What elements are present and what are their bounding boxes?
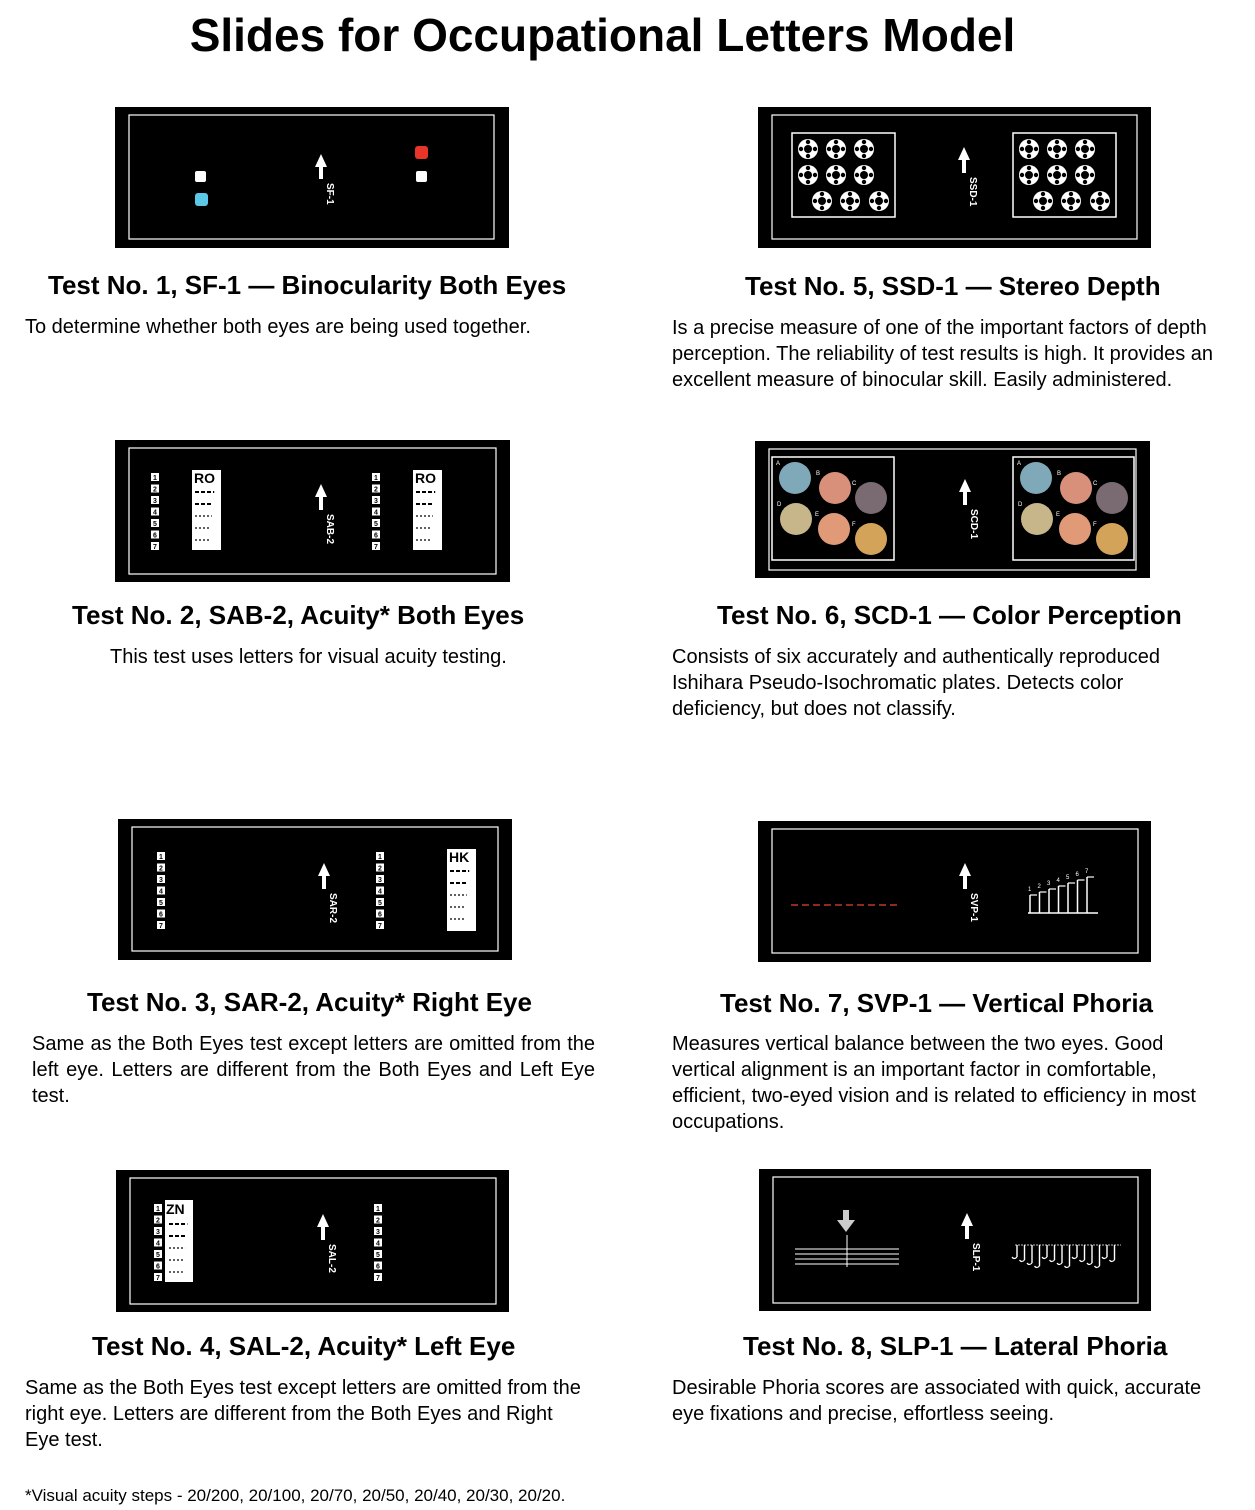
arrow-up-icon	[959, 863, 971, 889]
stereo-ring-dot	[884, 199, 888, 203]
stereo-ring-dot	[1034, 173, 1038, 177]
stereo-ring-dot	[877, 192, 881, 196]
stereo-ring-dot	[1048, 199, 1052, 203]
line-number: 7	[378, 923, 382, 930]
test-2-description: This test uses letters for visual acuity testing.	[110, 646, 507, 668]
stereo-ring-dot	[848, 206, 852, 210]
stereo-ring-dot	[1098, 192, 1102, 196]
phoria-mark-hook	[1080, 1260, 1085, 1262]
color-plate	[855, 482, 887, 514]
stereo-ring-dot	[869, 173, 873, 177]
stereo-ring-dot	[848, 192, 852, 196]
line-number: 3	[378, 877, 382, 884]
line-number: 2	[156, 1217, 160, 1225]
slide-slp1-image	[759, 1169, 1151, 1311]
stereo-ring-center	[860, 145, 868, 153]
white-dot	[416, 171, 427, 182]
line-number: 7	[156, 1275, 160, 1282]
chart-letters: HK	[449, 849, 470, 865]
stereo-ring-dot	[1083, 140, 1087, 144]
stereo-ring-dot	[1083, 154, 1087, 158]
slide-label: SAR-2	[327, 893, 338, 924]
line-number: 1	[374, 475, 378, 482]
stereo-ring-dot	[813, 173, 817, 177]
line-number: 4	[374, 509, 378, 517]
stereo-ring-dot	[806, 140, 810, 144]
stereo-ring-dot	[1076, 147, 1080, 151]
stereo-ring-dot	[827, 199, 831, 203]
line-number: 5	[159, 900, 163, 907]
stereo-ring-center	[1039, 197, 1047, 205]
slide-sf1-image	[115, 107, 509, 248]
stereo-ring-dot	[1034, 199, 1038, 203]
test-4-heading: Test No. 4, SAL-2, Acuity* Left Eye	[92, 1331, 516, 1361]
line-number: 6	[156, 1263, 160, 1271]
line-number: 5	[376, 1252, 380, 1259]
arrow-up-icon	[318, 863, 330, 889]
stereo-ring-dot	[841, 173, 845, 177]
stereo-ring-dot	[855, 147, 859, 151]
chart-letters: RO	[415, 470, 436, 486]
stereo-ring-center	[1025, 171, 1033, 179]
plate-letter: F	[1093, 522, 1097, 528]
slide-sar2-image	[118, 819, 512, 960]
test-8-heading: Test No. 8, SLP-1 — Lateral Phoria	[743, 1331, 1168, 1361]
stereo-ring-center	[1053, 171, 1061, 179]
stereo-ring-dot	[1069, 206, 1073, 210]
stereo-ring-dot	[827, 173, 831, 177]
line-number: 4	[378, 888, 382, 896]
line-number: 2	[378, 865, 382, 873]
slide-label: SLP-1	[970, 1243, 981, 1272]
stereo-ring-dot	[1055, 180, 1059, 184]
stereo-ring-center	[1067, 197, 1075, 205]
chart-letters: RO	[194, 470, 215, 486]
phoria-mark-hook	[1020, 1260, 1025, 1262]
chart-letters: ZN	[166, 1201, 185, 1217]
color-plate	[780, 503, 812, 535]
line-number: 2	[374, 486, 378, 494]
stereo-ring-dot	[1062, 199, 1066, 203]
line-number: 3	[156, 1229, 160, 1236]
plate-letter: A	[776, 461, 781, 467]
slide-label: SAB-2	[324, 514, 335, 545]
plate-letter: C	[852, 481, 857, 487]
test-7-heading: Test No. 7, SVP-1 — Vertical Phoria	[720, 988, 1153, 1018]
color-plate	[1096, 482, 1128, 514]
arrow-down-icon	[837, 1210, 855, 1232]
line-number: 2	[159, 865, 163, 873]
stereo-ring-center	[1053, 145, 1061, 153]
color-plate	[1020, 462, 1052, 494]
slide-scd1-image	[755, 441, 1150, 578]
phoria-step-number: 1	[1028, 887, 1032, 893]
phoria-mark-hook	[1027, 1263, 1032, 1265]
stereo-ring-dot	[862, 140, 866, 144]
line-number: 1	[159, 854, 163, 861]
phoria-step-number: 6	[1075, 872, 1079, 878]
color-plate	[818, 513, 850, 545]
test-3-heading: Test No. 3, SAR-2, Acuity* Right Eye	[87, 987, 532, 1017]
stereo-ring-center	[1025, 145, 1033, 153]
plate-letter: D	[777, 502, 782, 508]
plate-letter: B	[1057, 471, 1062, 477]
stereo-ring-center	[804, 145, 812, 153]
stereo-ring-dot	[1041, 206, 1045, 210]
stereo-ring-center	[846, 197, 854, 205]
stereo-ring-dot	[870, 199, 874, 203]
line-number: 4	[156, 1240, 160, 1248]
line-number: 7	[374, 544, 378, 551]
stereo-ring-dot	[1062, 147, 1066, 151]
line-number: 7	[376, 1275, 380, 1282]
line-number: 4	[376, 1240, 380, 1248]
phoria-mark-hook	[1087, 1263, 1092, 1265]
phoria-step-number: 3	[1047, 881, 1051, 887]
phoria-mark-hook	[1012, 1257, 1017, 1259]
footnote: *Visual acuity steps - 20/200, 20/100, 20/70, 20/50, 20/40, 20/30, 20/20.	[25, 1486, 566, 1505]
stereo-ring-center	[875, 197, 883, 205]
page-title: Slides for Occupational Letters Model	[189, 9, 1016, 61]
stereo-ring-center	[832, 171, 840, 179]
phoria-step-number: 2	[1037, 884, 1041, 890]
stereo-ring-dot	[813, 199, 817, 203]
white-dot	[195, 171, 206, 182]
stereo-ring-dot	[834, 180, 838, 184]
line-number: 7	[159, 923, 163, 930]
arrow-up-icon	[315, 154, 327, 179]
stereo-ring-dot	[806, 154, 810, 158]
stereo-ring-dot	[1062, 173, 1066, 177]
slide-sal2-image	[116, 1170, 509, 1312]
line-number: 1	[378, 854, 382, 861]
stereo-ring-dot	[1091, 199, 1095, 203]
red-dot	[415, 146, 428, 159]
stereo-ring-dot	[806, 180, 810, 184]
stereo-ring-dot	[1055, 140, 1059, 144]
stereo-ring-dot	[855, 173, 859, 177]
arrow-up-icon	[315, 484, 327, 510]
slide-svp1-image	[758, 821, 1151, 962]
stereo-ring-dot	[1041, 192, 1045, 196]
stereo-ring-dot	[1048, 173, 1052, 177]
test-1-heading: Test No. 1, SF-1 — Binocularity Both Eyes	[48, 270, 567, 300]
stereo-ring-dot	[820, 206, 824, 210]
stereo-ring-center	[1081, 171, 1089, 179]
stereo-ring-dot	[834, 140, 838, 144]
color-plate	[779, 462, 811, 494]
stereo-ring-dot	[855, 199, 859, 203]
color-plate	[855, 523, 887, 555]
stereo-ring-center	[1081, 145, 1089, 153]
line-number: 4	[159, 888, 163, 896]
test-6-heading: Test No. 6, SCD-1 — Color Perception	[717, 600, 1182, 630]
phoria-step-number: 5	[1066, 875, 1070, 881]
line-number: 6	[159, 911, 163, 919]
plate-letter: F	[852, 522, 856, 528]
stereo-ring-dot	[1027, 140, 1031, 144]
stereo-ring-dot	[1083, 166, 1087, 170]
line-number: 7	[153, 544, 157, 551]
plate-letter: C	[1093, 481, 1098, 487]
line-number: 3	[153, 498, 157, 505]
arrow-up-icon	[961, 1213, 973, 1239]
stereo-ring-dot	[813, 147, 817, 151]
line-number: 1	[376, 1206, 380, 1213]
stereo-ring-dot	[1076, 199, 1080, 203]
line-number: 2	[153, 486, 157, 494]
test-1-description: To determine whether both eyes are being used together.	[25, 316, 531, 338]
line-number: 6	[374, 532, 378, 540]
stereo-ring-dot	[1027, 180, 1031, 184]
stereo-ring-center	[818, 197, 826, 205]
plate-letter: B	[816, 471, 821, 477]
phoria-step-number: 4	[1056, 878, 1060, 884]
stereo-ring-dot	[1048, 147, 1052, 151]
line-number: 6	[378, 911, 382, 919]
stereo-ring-dot	[834, 166, 838, 170]
plate-letter: E	[1056, 512, 1061, 518]
phoria-mark-hook	[1065, 1266, 1070, 1268]
color-plate	[1059, 513, 1091, 545]
stereo-ring-dot	[869, 147, 873, 151]
test-2-heading: Test No. 2, SAB-2, Acuity* Both Eyes	[72, 600, 525, 630]
stereo-ring-dot	[862, 180, 866, 184]
line-number: 1	[156, 1206, 160, 1213]
slide-label: SF-1	[324, 183, 335, 205]
stereo-ring-dot	[806, 166, 810, 170]
stereo-ring-dot	[1027, 166, 1031, 170]
test-8-description: Desirable Phoria scores are associated with quick, accurate eye fixations and precise, effortless seeing.	[672, 1377, 1202, 1425]
test-5-description: Is a precise measure of one of the important factors of depth perception. The reliability of test results is high. It provides an excellent measure of binocular skill. Easily administered.	[672, 317, 1214, 391]
phoria-step-number: 7	[1085, 869, 1089, 875]
stereo-ring-dot	[799, 173, 803, 177]
phoria-mark-hook	[1110, 1260, 1115, 1262]
stereo-ring-dot	[1020, 147, 1024, 151]
stereo-ring-center	[860, 171, 868, 179]
stereo-ring-center	[832, 145, 840, 153]
stereo-ring-dot	[862, 154, 866, 158]
stereo-ring-dot	[877, 206, 881, 210]
arrow-up-icon	[317, 1214, 329, 1240]
phoria-mark-hook	[1050, 1260, 1055, 1262]
line-number: 6	[376, 1263, 380, 1271]
line-number: 5	[374, 521, 378, 528]
stereo-ring-dot	[841, 199, 845, 203]
line-number: 3	[376, 1229, 380, 1236]
color-plate	[819, 472, 851, 504]
arrow-up-icon	[958, 147, 970, 173]
line-number: 1	[153, 475, 157, 482]
stereo-ring-dot	[1027, 154, 1031, 158]
slide-label: SSD-1	[967, 177, 978, 207]
phoria-mark-hook	[1072, 1257, 1077, 1259]
phoria-mark-hook	[1095, 1266, 1100, 1268]
stereo-ring-dot	[1090, 147, 1094, 151]
plate-letter: D	[1018, 502, 1023, 508]
stereo-ring-dot	[1055, 154, 1059, 158]
stereo-ring-dot	[862, 166, 866, 170]
line-number: 3	[374, 498, 378, 505]
color-plate	[1096, 523, 1128, 555]
blue-dot	[195, 193, 208, 206]
stereo-ring-center	[804, 171, 812, 179]
stereo-ring-center	[1096, 197, 1104, 205]
stereo-ring-dot	[1069, 192, 1073, 196]
stereo-ring-dot	[820, 192, 824, 196]
test-5-heading: Test No. 5, SSD-1 — Stereo Depth	[745, 271, 1161, 301]
plate-letter: E	[815, 512, 820, 518]
slide-sab2-image	[115, 440, 510, 582]
slide-label: SVP-1	[968, 893, 979, 922]
stereo-ring-dot	[827, 147, 831, 151]
phoria-mark-hook	[1057, 1263, 1062, 1265]
stereo-ring-dot	[799, 147, 803, 151]
stereo-ring-dot	[1090, 173, 1094, 177]
stereo-ring-dot	[1098, 206, 1102, 210]
slide-label: SCD-1	[968, 509, 979, 540]
phoria-mark-hook	[1035, 1266, 1040, 1268]
stereo-ring-dot	[1055, 166, 1059, 170]
line-number: 6	[153, 532, 157, 540]
phoria-mark-hook	[1042, 1257, 1047, 1259]
stereo-ring-dot	[1076, 173, 1080, 177]
line-number: 2	[376, 1217, 380, 1225]
line-number: 4	[153, 509, 157, 517]
slide-ssd1-image	[758, 107, 1151, 248]
stereo-ring-dot	[841, 147, 845, 151]
slide-label: SAL-2	[326, 1244, 337, 1273]
line-number: 5	[153, 521, 157, 528]
test-7-description: Measures vertical balance between the two eyes. Good vertical alignment is an important factor in comfortable, efficient, two-eyed vision and is related to efficiency in most occupations.	[672, 1033, 1196, 1133]
color-plate	[1021, 503, 1053, 535]
stereo-ring-dot	[1105, 199, 1109, 203]
line-number: 5	[156, 1252, 160, 1259]
stereo-ring-dot	[1034, 147, 1038, 151]
test-4-description: Same as the Both Eyes test except letters are omitted from the right eye. Letters are different from the Both Eyes and Right Eye test.	[25, 1377, 581, 1451]
test-6-description: Consists of six accurately and authentically reproduced Ishihara Pseudo-Isochromatic plates. Detects color deficiency, but does not classify.	[672, 646, 1161, 720]
line-number: 3	[159, 877, 163, 884]
color-plate	[1060, 472, 1092, 504]
arrow-up-icon	[959, 479, 971, 505]
line-number: 5	[378, 900, 382, 907]
plate-letter: A	[1017, 461, 1022, 467]
stereo-ring-dot	[1020, 173, 1024, 177]
phoria-mark-hook	[1102, 1257, 1107, 1259]
stereo-ring-dot	[834, 154, 838, 158]
test-3-description: Same as the Both Eyes test except letters are omitted from the left eye. Letters are different from the Both Eyes and Left Eye test.	[32, 1033, 595, 1107]
stereo-ring-dot	[1083, 180, 1087, 184]
